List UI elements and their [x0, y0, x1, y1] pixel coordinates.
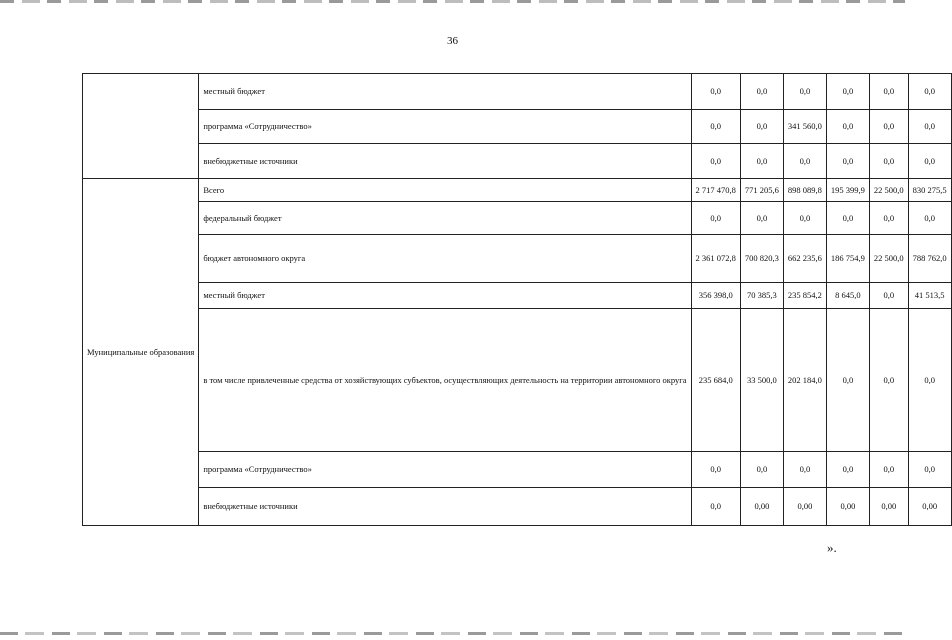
value-cell: 0,0 [826, 452, 869, 488]
table-row [83, 110, 952, 144]
source-label: местный бюджет [199, 283, 691, 309]
table-row [83, 179, 952, 202]
value-cell: 70 385,3 [740, 283, 783, 309]
value-cell: 0,0 [826, 110, 869, 144]
budget-table [82, 73, 952, 526]
value-cell: 341 560,0 [783, 110, 826, 144]
value-cell: 0,0 [869, 144, 908, 179]
source-label: Всего [199, 179, 691, 202]
value-cell: 0,0 [691, 202, 740, 235]
value-cell: 662 235,6 [783, 235, 826, 283]
table-body [83, 74, 952, 526]
value-cell: 771 205,6 [740, 179, 783, 202]
value-cell: 0,0 [783, 144, 826, 179]
value-cell: 0,0 [740, 144, 783, 179]
source-label: местный бюджет [199, 74, 691, 110]
value-cell: 22 500,0 [869, 179, 908, 202]
value-cell: 0,0 [869, 283, 908, 309]
value-cell: 0,00 [826, 488, 869, 526]
value-cell: 0,0 [826, 144, 869, 179]
value-cell: 0,0 [826, 202, 869, 235]
value-cell: 0,00 [783, 488, 826, 526]
source-label: программа «Сотрудничество» [199, 110, 691, 144]
source-label: бюджет автономного округа [199, 235, 691, 283]
value-cell: 356 398,0 [691, 283, 740, 309]
table-row [83, 74, 952, 110]
value-cell: 202 184,0 [783, 309, 826, 452]
table-row [83, 235, 952, 283]
value-cell: 41 513,5 [908, 283, 951, 309]
value-cell: 0,0 [740, 110, 783, 144]
table-row [83, 202, 952, 235]
value-cell: 195 399,9 [826, 179, 869, 202]
value-cell: 0,0 [826, 74, 869, 110]
value-cell: 0,00 [740, 488, 783, 526]
value-cell: 33 500,0 [740, 309, 783, 452]
value-cell: 700 820,3 [740, 235, 783, 283]
value-cell: 235 854,2 [783, 283, 826, 309]
scan-edge-top [0, 0, 905, 3]
value-cell: 0,0 [783, 202, 826, 235]
value-cell: 0,0 [691, 488, 740, 526]
value-cell: 2 361 072,8 [691, 235, 740, 283]
value-cell: 788 762,0 [908, 235, 951, 283]
scan-edge-bottom [0, 632, 905, 635]
value-cell: 0,00 [869, 488, 908, 526]
value-cell: 0,0 [908, 452, 951, 488]
value-cell: 22 500,0 [869, 235, 908, 283]
value-cell: 2 717 470,8 [691, 179, 740, 202]
page-number: 36 [447, 35, 458, 47]
source-label: внебюджетные источники [199, 488, 691, 526]
value-cell: 0,0 [740, 202, 783, 235]
value-cell: 0,0 [740, 74, 783, 110]
value-cell: 0,0 [869, 74, 908, 110]
value-cell: 0,0 [869, 452, 908, 488]
table-row [83, 488, 952, 526]
source-label: федеральный бюджет [199, 202, 691, 235]
value-cell: 0,0 [691, 144, 740, 179]
value-cell: 898 089,8 [783, 179, 826, 202]
value-cell: 0,0 [783, 74, 826, 110]
source-label: внебюджетные источники [199, 144, 691, 179]
closing-quote-mark: ». [827, 540, 837, 555]
value-cell: 0,0 [908, 74, 951, 110]
value-cell: 186 754,9 [826, 235, 869, 283]
value-cell: 0,00 [908, 488, 951, 526]
value-cell: 0,0 [908, 309, 951, 452]
value-cell: 0,0 [869, 202, 908, 235]
value-cell: 0,0 [908, 202, 951, 235]
table-row [83, 309, 952, 452]
value-cell: 0,0 [908, 110, 951, 144]
table-row [83, 283, 952, 309]
value-cell: 0,0 [908, 144, 951, 179]
table-row [83, 452, 952, 488]
value-cell: 0,0 [783, 452, 826, 488]
value-cell: 0,0 [691, 110, 740, 144]
value-cell: 0,0 [869, 309, 908, 452]
value-cell: 8 645,0 [826, 283, 869, 309]
table-row [83, 144, 952, 179]
value-cell: 830 275,5 [908, 179, 951, 202]
group-name-cell: Муниципальные образования [83, 179, 199, 526]
value-cell: 235 684,0 [691, 309, 740, 452]
value-cell: 0,0 [691, 74, 740, 110]
value-cell: 0,0 [691, 452, 740, 488]
source-label: в том числе привлеченные средства от хозяйствующих субъектов, осуществляющих деятельность на территории автономного округа [199, 309, 691, 452]
value-cell: 0,0 [740, 452, 783, 488]
value-cell: 0,0 [869, 110, 908, 144]
group-name-cell [83, 74, 199, 179]
value-cell: 0,0 [826, 309, 869, 452]
source-label: программа «Сотрудничество» [199, 452, 691, 488]
